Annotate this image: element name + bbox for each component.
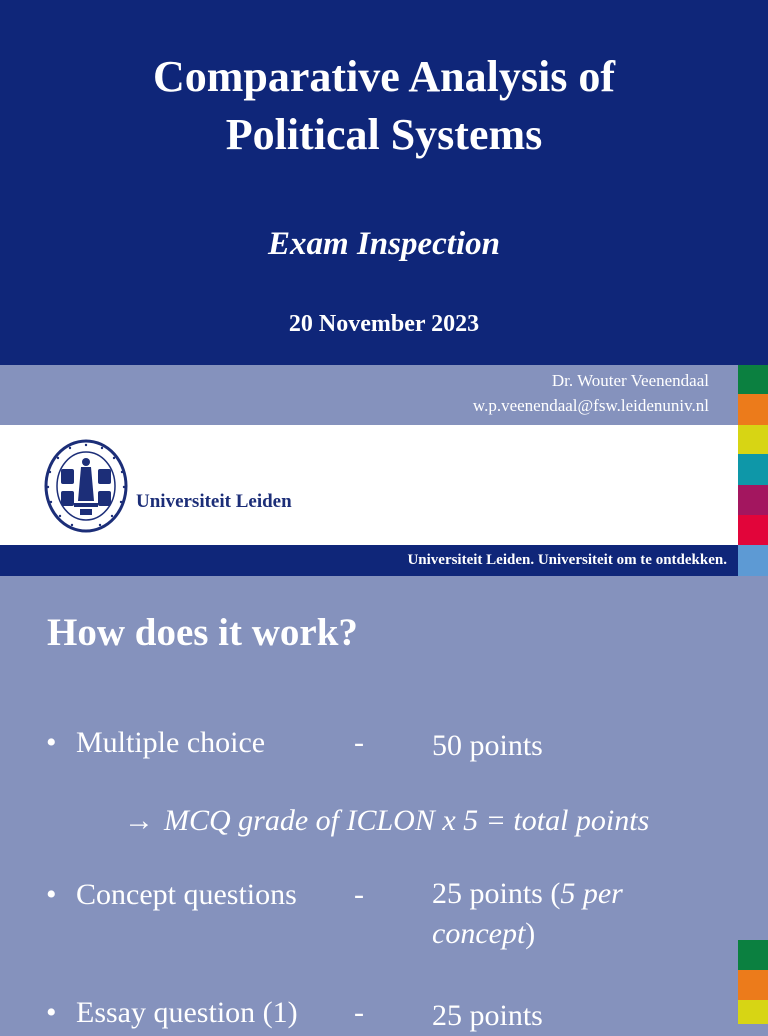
bullet-dash: - [354,726,364,759]
mcq-note-text: MCQ grade of ICLON x 5 = total points [164,804,650,837]
footer-tagline: Universiteit Leiden. Universiteit om te ontdekken. [407,552,727,568]
presentation-title [0,48,768,164]
author-email: w.p.veenendaal@fsw.leidenuniv.nl [472,396,709,415]
stripe-orange [738,394,768,425]
bullet-dot: • [46,996,57,1029]
points-close: ) [525,917,536,950]
stripe-orange-2 [738,970,768,1000]
bullet-points [432,874,623,954]
stripe-yellow-2 [738,1000,768,1024]
stripe-teal [738,454,768,485]
presentation-date: 20 November 2023 [288,311,480,337]
university-name: Universiteit Leiden [136,491,292,512]
stripe-green [738,365,768,394]
bullet-label: Concept questions [76,878,297,911]
presentation-subtitle: Exam Inspection [268,226,500,262]
stripe-magenta [738,485,768,515]
bullet-label: Multiple choice [76,726,266,759]
author-name: Dr. Wouter Veenendaal [551,371,709,390]
points-italic-2: concept [432,917,526,950]
footer-band [0,545,738,576]
points-main: 25 points ( [432,877,561,910]
title-line-2: Political Systems [225,110,543,159]
stripe-green-2 [738,940,768,970]
mcq-note [124,804,649,838]
slide-title: How does it work? [47,611,358,654]
stripe-red [738,515,768,545]
logo-band [0,425,738,545]
author-band [0,365,738,425]
slide-how-does-it-work [0,576,768,1032]
stripe-yellow [738,425,768,454]
stripe-lightblue [738,545,768,576]
bullet-dash: - [354,878,364,911]
arrow-icon: → [124,804,154,837]
bullet-points: 25 points [432,999,543,1032]
points-italic-1: 5 per [560,877,623,910]
bullet-dot: • [46,726,57,759]
title-line-1: Comparative Analysis of [153,52,615,101]
bullet-dot: • [46,878,57,911]
bullet-dash: - [354,996,364,1029]
title-band [0,0,768,365]
bullet-label: Essay question (1) [76,996,298,1029]
bullet-points: 50 points [432,729,543,762]
leiden-university-seal-icon [44,439,128,533]
